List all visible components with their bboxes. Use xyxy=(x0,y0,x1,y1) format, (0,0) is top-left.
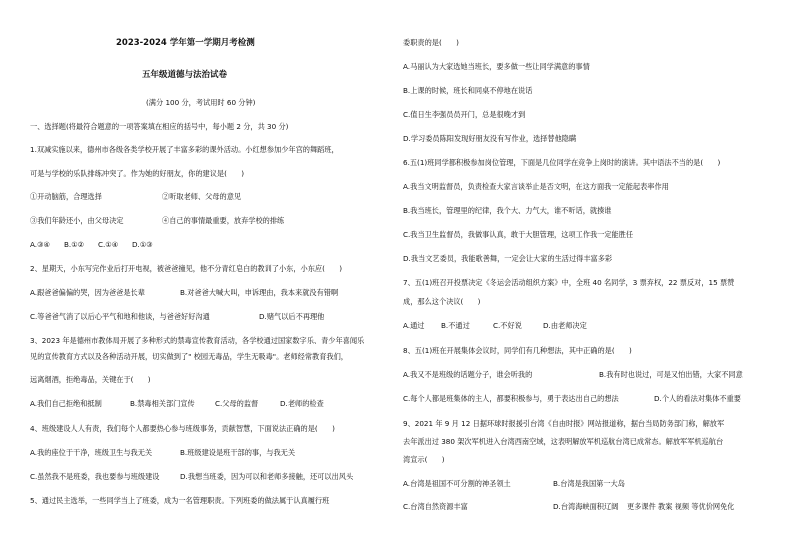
q3-option-b[interactable]: B.禁毒相关部门宣传 xyxy=(130,399,195,408)
q3-option-c[interactable]: C.父母的监督 xyxy=(215,399,259,408)
exam-meta: (满分 100 分，考试用时 60 分钟) xyxy=(146,98,256,107)
question-5-line-1: 5、通过民主选举，一些同学当上了班委，成为一名管理职责。下列班委的做法属于认真履行班 xyxy=(30,496,330,505)
q1-statement-3: ③我们年龄还小，由父母决定 xyxy=(30,216,124,225)
question-7-line-2: 成，那么这个决议( ) xyxy=(403,297,481,306)
exam-title: 2023-2024 学年第一学期月考检测 xyxy=(116,38,255,48)
question-2-line-1: 2、星期天，小东写完作业后打开电视，被爸爸撞见，他不分青红皂白的教训了小东，小东应( ) xyxy=(30,264,343,273)
q4-option-a[interactable]: A.我的座位于干净，班级卫生与我无关 xyxy=(30,448,153,457)
question-1-line-1: 1.双减实施以来，德州市各级各类学校开展了丰富多彩的课外活动。小红想参加少年宫的舞蹈班， xyxy=(30,145,339,154)
q2-option-b[interactable]: B.对爸爸大喊大叫，申诉理由，我本来就没有错啊 xyxy=(180,288,339,297)
question-6-line-1: 6.五(1)班同学都积极参加岗位管理，下面是几位同学在竞争上岗时的演讲。其中语法不当的是( ) xyxy=(403,158,721,167)
question-3-line-2: 见的宣传教育方式以及各种活动开展，切实做到了" 校园无毒品，学生无吸毒"。老师经常教育我们， xyxy=(30,352,348,361)
question-4-line-1: 4、班级建设人人有责，我们每个人都要热心参与班级事务，贡献智慧，下面说法正确的是( ) xyxy=(30,424,335,433)
q7-option-a[interactable]: A.通过 xyxy=(403,321,425,330)
q7-option-c[interactable]: C.不好说 xyxy=(493,321,522,330)
question-8-line-1: 8、五(1)班在开展集体会议时，同学们有几种想法，其中正确的是( ) xyxy=(403,346,632,355)
q1-statement-4: ④自己的事情最重要，放弃学校的排练 xyxy=(162,216,285,225)
q1-statement-2: ②听取老师、父母的意见 xyxy=(162,192,242,201)
download-promo-link[interactable]: 更多课件 教案 视频 等优价网免化 xyxy=(627,502,735,511)
q6-option-b[interactable]: B.我当班长，管理里的纪律，我个大、力气大，谁不听话，就揍谁 xyxy=(403,206,612,215)
q5-option-d[interactable]: D.学习委员陈阳发现好朋友没有写作业，选择替他隐瞒 xyxy=(403,134,577,143)
q7-option-d[interactable]: D.由老师决定 xyxy=(543,321,587,330)
question-7-line-1: 7、五(1)班召开投票决定《冬运会活动组织方案》中，全班 40 名同学，3 票弃权，22 票反对，15 票赞 xyxy=(403,278,735,287)
q5-option-b[interactable]: B.上课的时候，班长和同桌不停地在说话 xyxy=(403,86,533,95)
q5-option-a[interactable]: A.马丽认为大家选她当班长，要多做一些让同学满意的事情 xyxy=(403,62,590,71)
q7-option-b[interactable]: B.不通过 xyxy=(441,321,470,330)
q8-option-d[interactable]: D.个人的看法对集体不重要 xyxy=(654,394,741,403)
q4-option-c[interactable]: C.虽然我不是班委，我也要参与班级建设 xyxy=(30,472,160,481)
section-heading: 一、选择题(将最符合题意的一项答案填在相应的括号中，每小题 2 分，共 30 分) xyxy=(30,122,289,131)
q4-option-d[interactable]: D.我想当班委，因为可以和老师多接触，还可以出风头 xyxy=(180,472,354,481)
q1-option-c[interactable]: C.①④ xyxy=(98,240,119,249)
q6-option-a[interactable]: A.我当文明监督员，负责检查大家言谈举止是否文明，在这方面我一定能起表率作用 xyxy=(403,182,669,191)
q2-option-a[interactable]: A.跟爸爸偏偏的哭，因为爸爸是长辈 xyxy=(30,288,145,297)
q6-option-c[interactable]: C.我当卫生监督员，我做事认真，敢于大胆管理，这项工作我一定能胜任 xyxy=(403,230,634,239)
q9-option-a[interactable]: A.台湾是祖国不可分割的神圣领土 xyxy=(403,479,511,488)
q9-option-b[interactable]: B.台湾是我国第一大岛 xyxy=(553,479,625,488)
question-3-line-3: 远离烟酒，拒绝毒品，关键在于( ) xyxy=(30,375,151,384)
q9-option-d[interactable]: D.台湾海峡面积辽阔 xyxy=(553,502,619,511)
q1-option-b[interactable]: B.①② xyxy=(64,240,85,249)
question-1-line-2: 可是与学校的乐队排练冲突了。作为她的好朋友，你的建议是( ) xyxy=(30,169,245,178)
q2-option-d[interactable]: D.赌气以后不再理他 xyxy=(259,312,325,321)
q1-option-a[interactable]: A.③④ xyxy=(30,240,50,249)
q5-option-c[interactable]: C.值日生李强员员开门，总是很晚才到 xyxy=(403,110,526,119)
q2-option-c[interactable]: C.等爸爸气消了以后心平气和地和他谈，与爸爸好好沟通 xyxy=(30,312,210,321)
q4-option-b[interactable]: B.班级建设是班干部的事，与我无关 xyxy=(180,448,296,457)
exam-subtitle: 五年级道德与法治试卷 xyxy=(142,70,228,80)
q1-option-d[interactable]: D.①③ xyxy=(132,240,153,249)
question-9-line-3: 湾宣示( ) xyxy=(403,455,445,464)
question-9-line-1: 9、2021 年 9 月 12 日据环球时报援引台湾《自由时报》网站报道称，据台当局防务部门称，解放军 xyxy=(403,419,725,428)
q8-option-a[interactable]: A.我又不是班级的话题分子，谁会听我的 xyxy=(403,370,533,379)
q1-statement-1: ①开动脑筋，合理选择 xyxy=(30,192,102,201)
q6-option-d[interactable]: D.我当文艺委员，我能歌善舞，一定会让大家的生活过得丰富多彩 xyxy=(403,254,613,263)
q8-option-b[interactable]: B.我有时也说过，可是又怕出错，大家不同意 xyxy=(599,370,743,379)
question-9-line-2: 去年派出过 380 架次军机进入台湾西南空域，这表明解放军机巡航台湾已成常态。解放军军机巡航台 xyxy=(403,437,724,446)
question-3-line-1: 3、2023 年是德州市教体局开展了多种形式的禁毒宣传教育活动，各学校通过国家数字乐、青少年喜闻乐 xyxy=(30,336,365,345)
q3-option-d[interactable]: D.老师的检查 xyxy=(280,399,324,408)
q8-option-c[interactable]: C.每个人都是班集体的主人，都要积极参与，勇于表达出自己的想法 xyxy=(403,394,619,403)
question-5-line-2: 委职责的是( ) xyxy=(403,38,459,47)
q9-option-c[interactable]: C.台湾自然资源丰富 xyxy=(403,502,468,511)
q3-option-a[interactable]: A.我们自己拒绝和抵制 xyxy=(30,399,102,408)
